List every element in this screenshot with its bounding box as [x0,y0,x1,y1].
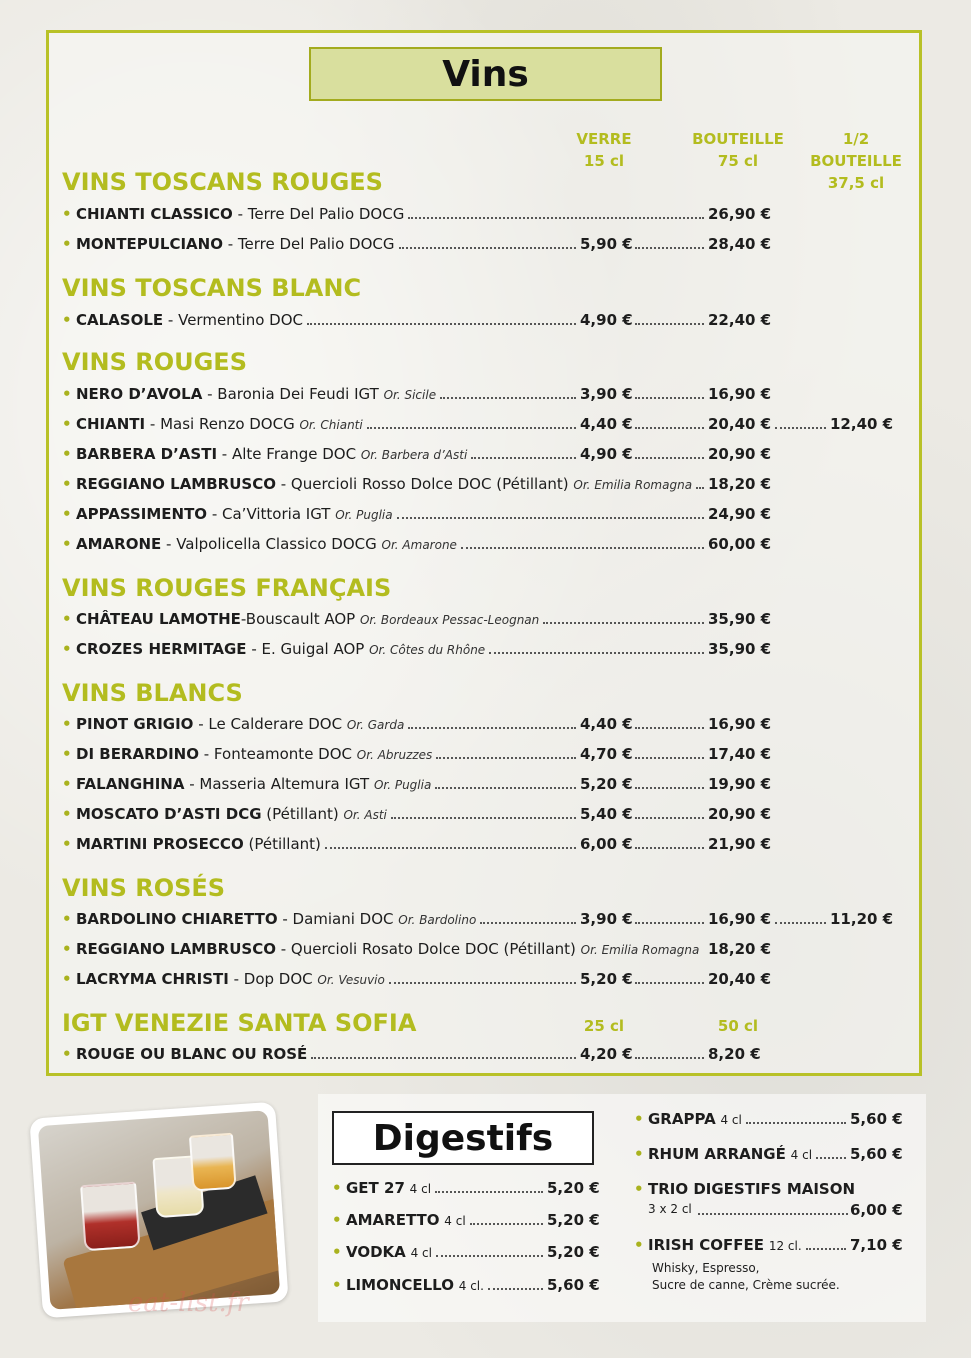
bullet-dot: • [634,1110,644,1128]
photo-card [29,1102,288,1319]
wine-origin: Or. Bordeaux Pessac-Leognan [359,613,540,627]
wine-name [76,443,467,466]
digestif-price: 5,60 € [547,1276,600,1294]
digestif-row [634,1108,914,1130]
wine-origin: Or. Chianti [299,418,363,432]
wine-name [76,233,395,255]
wine-origin: Or. Côtes du Rhône [369,643,486,657]
digestif-qty: 4 cl [720,1113,742,1127]
price-bouteille: 20,40 € [708,415,772,433]
bullet-dot: • [62,385,72,403]
dot-leader [389,962,576,984]
wine-name-bold: ROUGE OU BLANC OU ROSÉ [76,1045,308,1063]
wine-desc: - Valpolicella Classico DOCG [161,535,382,553]
digestif-name [648,1143,812,1166]
section-heading: VINS TOSCANS BLANC [62,274,362,302]
digestif-qty: 4 cl [409,1182,432,1196]
bullet-dot: • [62,205,72,223]
dot-leader [311,1037,576,1059]
column-header-verre [562,128,646,172]
section-heading: IGT VENEZIE SANTA SOFIA [62,1009,417,1037]
bullet-dot: • [62,835,72,853]
digestif-row [332,1209,602,1231]
wine-name [76,743,432,766]
bullet-dot: • [332,1243,342,1261]
wine-name [76,203,404,225]
wine-desc: - Masseria Altemura IGT [184,775,374,793]
price-bouteille: 20,40 € [708,970,772,988]
column-verre-label: VERRE [576,130,632,148]
wine-desc: - E. Guigal AOP [246,640,370,658]
wine-desc: - Vermentino DOC [163,311,304,329]
price-bouteille: 26,90 € [708,205,772,223]
dot-leader [471,437,576,459]
digestifs-title-box [332,1111,594,1165]
dot-leader [635,437,704,459]
column-demi-size: 37,5 cl [827,174,885,192]
wine-name-bold: MONTEPULCIANO [76,235,223,253]
irish-coffee-desc-1: Whisky, Espresso, [652,1261,760,1275]
digestif-name-bold: GRAPPA [648,1110,716,1128]
dot-leader [635,827,704,849]
digestif-name-bold: AMARETTO [346,1211,440,1229]
digestif-price: 5,20 € [547,1243,600,1261]
dot-leader [367,407,576,429]
price-bouteille: 18,20 € [708,475,772,493]
wine-name [76,503,393,526]
digestif-name-bold: IRISH COFFEE [648,1236,765,1254]
wine-desc: - Masi Renzo DOCG [145,415,300,433]
price-bouteille: 8,20 € [708,1045,761,1063]
wine-name-bold: CHIANTI [76,415,146,433]
dot-leader [635,377,704,399]
wine-desc: - Terre Del Palio DOCG [232,205,405,223]
wine-name [76,608,539,631]
digestif-name-bold: LIMONCELLO [346,1276,454,1294]
digestif-price: 5,20 € [547,1179,600,1197]
dot-leader [635,902,704,924]
digestif-row [332,1274,602,1296]
bullet-dot: • [62,311,72,329]
column-header-demi-bouteille [796,128,916,194]
wine-name [76,908,476,931]
wine-name-bold: CALASOLE [76,311,164,329]
dot-leader [480,902,576,924]
price-verre: 4,70 € [580,745,633,763]
wine-desc: - Quercioli Rosso Dolce DOC (Pétillant) [275,475,574,493]
bullet-dot: • [62,1045,72,1063]
dot-leader [307,303,576,325]
dot-leader [435,1171,543,1193]
price-bouteille: 24,90 € [708,505,772,523]
price-bouteille: 60,00 € [708,535,772,553]
bullet-dot: • [62,610,72,628]
wine-name-bold: CHIANTI CLASSICO [76,205,233,223]
price-bouteille: 16,90 € [708,385,772,403]
bullet-dot: • [62,445,72,463]
bullet-dot: • [62,745,72,763]
price-verre: 5,20 € [580,775,633,793]
digestif-qty: 4 cl. [458,1279,484,1293]
price-bouteille: 28,40 € [708,235,772,253]
digestif-row [332,1177,602,1199]
wine-name-bold: NERO D’AVOLA [76,385,203,403]
wine-name [76,473,692,496]
bullet-dot: • [62,805,72,823]
watermark: eat-list.fr [128,1288,249,1318]
wine-name-bold: DI BERARDINO [76,745,199,763]
dot-leader [635,303,704,325]
bullet-dot: • [634,1236,644,1254]
wine-origin: Or. Puglia [335,508,393,522]
digestifs-title: Digestifs [372,1117,554,1159]
price-bouteille: 19,90 € [708,775,772,793]
wine-name [76,1043,307,1065]
digestif-photo [38,1110,280,1310]
dot-leader [775,902,826,924]
price-verre: 4,40 € [580,415,633,433]
wine-name-bold: CHÂTEAU LAMOTHE [76,610,241,628]
wine-name-bold: MARTINI PROSECCO [76,835,244,853]
wine-row [62,203,902,225]
column-bouteille-size: 75 cl [717,152,759,170]
bullet-dot: • [332,1211,342,1229]
digestif-price: 5,60 € [850,1145,903,1163]
wine-origin: Or. Asti [343,808,387,822]
wine-origin: Or. Emilia Romagna [573,478,693,492]
bullet-dot: • [62,415,72,433]
wine-row [62,938,902,960]
wine-name-bold: PINOT GRIGIO [76,715,194,733]
wine-origin: Or. Garda [346,718,405,732]
price-verre: 3,90 € [580,910,633,928]
section-heading: VINS ROUGES [62,348,247,376]
dot-leader [435,767,576,789]
digestif-price: 5,60 € [850,1110,903,1128]
dot-leader [461,527,704,549]
wine-name-bold: AMARONE [76,535,162,553]
digestif-name [346,1209,466,1232]
bullet-dot: • [62,940,72,958]
wine-name [76,413,363,436]
wine-desc: - Le Calderare DOC [193,715,347,733]
wine-title-box [309,47,662,101]
price-bouteille: 16,90 € [708,715,772,733]
price-verre: 5,90 € [580,235,633,253]
digestif-name-bold: RHUM ARRANGÉ [648,1145,786,1163]
wine-row [62,743,902,765]
digestif-qty: 12 cl. [768,1239,802,1253]
wine-origin: Or. Bardolino [398,913,477,927]
wine-row [62,413,902,435]
dot-leader [408,197,704,219]
price-verre: 3,90 € [580,385,633,403]
section-size-50: 50 cl [717,1017,759,1035]
bullet-dot: • [62,970,72,988]
price-bouteille: 20,90 € [708,445,772,463]
wine-origin: Or. Sicile [383,388,437,402]
wine-name [76,533,457,556]
wine-name [76,833,321,855]
wine-desc: - Quercioli Rosato Dolce DOC (Pétillant) [275,940,581,958]
dot-leader [635,227,704,249]
price-bouteille: 35,90 € [708,640,772,658]
dot-leader [635,737,704,759]
wine-name-bold: REGGIANO LAMBRUSCO [76,940,276,958]
digestif-name [346,1177,431,1200]
wine-name [76,383,436,406]
dot-leader [635,707,704,729]
price-verre: 5,20 € [580,970,633,988]
dot-leader [696,467,704,489]
wine-desc: - Ca’Vittoria IGT [207,505,336,523]
bullet-dot: • [634,1145,644,1163]
section-heading: VINS ROSÉS [62,874,226,902]
wine-name [76,968,385,991]
wine-origin: Or. Puglia [373,778,432,792]
price-bouteille: 20,90 € [708,805,772,823]
wine-row [62,833,902,855]
digestif-name [648,1108,742,1131]
wine-name-bold: APPASSIMENTO [76,505,208,523]
wine-row [62,608,902,630]
dot-leader [391,797,576,819]
price-bouteille: 18,20 € [708,940,772,958]
dot-leader [635,407,704,429]
trio-price: 6,00 € [850,1201,903,1219]
wine-row [62,638,902,660]
column-verre-size: 15 cl [583,152,625,170]
column-bouteille-label: BOUTEILLE [692,130,784,148]
wine-row [62,713,902,735]
bullet-dot: • [62,910,72,928]
bullet-dot: • [62,505,72,523]
price-demi-bouteille: 11,20 € [830,910,894,928]
wine-origin: Or. Vesuvio [317,973,385,987]
price-verre: 5,40 € [580,805,633,823]
wine-desc: - Dop DOC [228,970,318,988]
dot-leader [436,737,576,759]
wine-origin: Or. Abruzzes [356,748,433,762]
bullet-dot: • [62,475,72,493]
wine-row [62,803,902,825]
bullet-dot: • [62,715,72,733]
trio-detail: 3 x 2 cl [648,1202,692,1216]
irish-coffee-desc-2: Sucre de canne, Crème sucrée. [652,1278,840,1292]
wine-name [76,638,485,661]
digestif-qty: 4 cl [410,1246,432,1260]
price-verre: 4,40 € [580,715,633,733]
price-verre: 4,90 € [580,445,633,463]
dot-leader [408,707,576,729]
wine-desc: (Pétillant) [243,835,321,853]
digestif-row [634,1234,914,1256]
wine-origin: Or. Barbera d’Asti [360,448,468,462]
dot-leader [543,602,704,624]
page-title: Vins [442,53,529,95]
wine-row [62,503,902,525]
section-heading: VINS BLANCS [62,679,243,707]
dot-leader [635,962,704,984]
wine-row [62,383,902,405]
wine-row [62,473,902,495]
dot-leader [325,827,576,849]
dot-leader [746,1102,846,1124]
dot-leader [488,1268,543,1290]
section-size-25: 25 cl [583,1017,625,1035]
wine-row [62,1043,902,1065]
wine-row [62,443,902,465]
bullet-dot: • [634,1180,644,1198]
wine-row [62,233,902,255]
bullet-dot: • [332,1179,342,1197]
digestif-qty: 4 cl [444,1214,466,1228]
digestif-price: 7,10 € [850,1236,903,1254]
bullet-dot: • [62,640,72,658]
trio-detail-row [648,1199,912,1221]
wine-desc: - Alte Frange DOC [217,445,361,463]
wine-name [76,938,699,961]
wine-row [62,533,902,555]
digestif-name-bold: TRIO DIGESTIFS MAISON [648,1180,856,1198]
price-bouteille: 21,90 € [708,835,772,853]
price-verre: 6,00 € [580,835,633,853]
wine-name-bold: CROZES HERMITAGE [76,640,247,658]
digestif-name-bold: VODKA [346,1243,406,1261]
dot-leader [489,632,704,654]
digestif-name [648,1234,802,1257]
wine-name-bold: BARBERA D’ASTI [76,445,218,463]
dot-leader [816,1137,846,1159]
bullet-dot: • [62,235,72,253]
section-heading: VINS TOSCANS ROUGES [62,168,383,196]
dot-leader [440,377,576,399]
dot-leader [397,497,704,519]
price-verre: 4,20 € [580,1045,633,1063]
wine-origin: Or. Emilia Romagna [580,943,700,957]
column-header-bouteille [684,128,792,172]
column-demi-label: 1/2 BOUTEILLE [810,130,902,170]
wine-row [62,968,902,990]
digestif-row [332,1241,602,1263]
section-heading: VINS ROUGES FRANÇAIS [62,574,392,602]
dot-leader [470,1203,543,1225]
price-bouteille: 17,40 € [708,745,772,763]
digestif-price: 5,20 € [547,1211,600,1229]
wine-desc: - Fonteamonte DOC [198,745,357,763]
wine-name-bold: REGGIANO LAMBRUSCO [76,475,276,493]
wine-name-bold: BARDOLINO CHIARETTO [76,910,278,928]
digestif-row [634,1143,914,1165]
dot-leader [399,227,577,249]
wine-desc: -Bouscault AOP [240,610,360,628]
dot-leader [775,407,826,429]
dot-leader [806,1228,846,1250]
bullet-dot: • [62,535,72,553]
wine-row [62,309,902,331]
wine-name [76,773,431,796]
bullet-dot: • [62,775,72,793]
digestif-name [346,1274,484,1297]
wine-desc: - Terre Del Palio DOCG [222,235,395,253]
price-bouteille: 16,90 € [708,910,772,928]
wine-origin: Or. Amarone [381,538,457,552]
wine-name [76,309,303,331]
wine-desc: (Pétillant) [261,805,344,823]
wine-row [62,773,902,795]
dot-leader [635,1037,704,1059]
wine-name-bold: MOSCATO D’ASTI DCG [76,805,262,823]
price-bouteille: 22,40 € [708,311,772,329]
dot-leader [698,1193,848,1215]
digestif-name [346,1241,432,1264]
wine-desc: - Damiani DOC [277,910,399,928]
price-demi-bouteille: 12,40 € [830,415,894,433]
price-bouteille: 35,90 € [708,610,772,628]
dot-leader [635,767,704,789]
wine-name [76,713,404,736]
price-verre: 4,90 € [580,311,633,329]
bullet-dot: • [332,1276,342,1294]
digestif-name-bold: GET 27 [346,1179,405,1197]
dot-leader [436,1235,543,1257]
wine-name-bold: FALANGHINA [76,775,185,793]
dot-leader [635,797,704,819]
wine-desc: - Baronia Dei Feudi IGT [202,385,384,403]
wine-row [62,908,902,930]
wine-name-bold: LACRYMA CHRISTI [76,970,229,988]
wine-name [76,803,387,826]
digestif-qty: 4 cl [790,1148,813,1162]
